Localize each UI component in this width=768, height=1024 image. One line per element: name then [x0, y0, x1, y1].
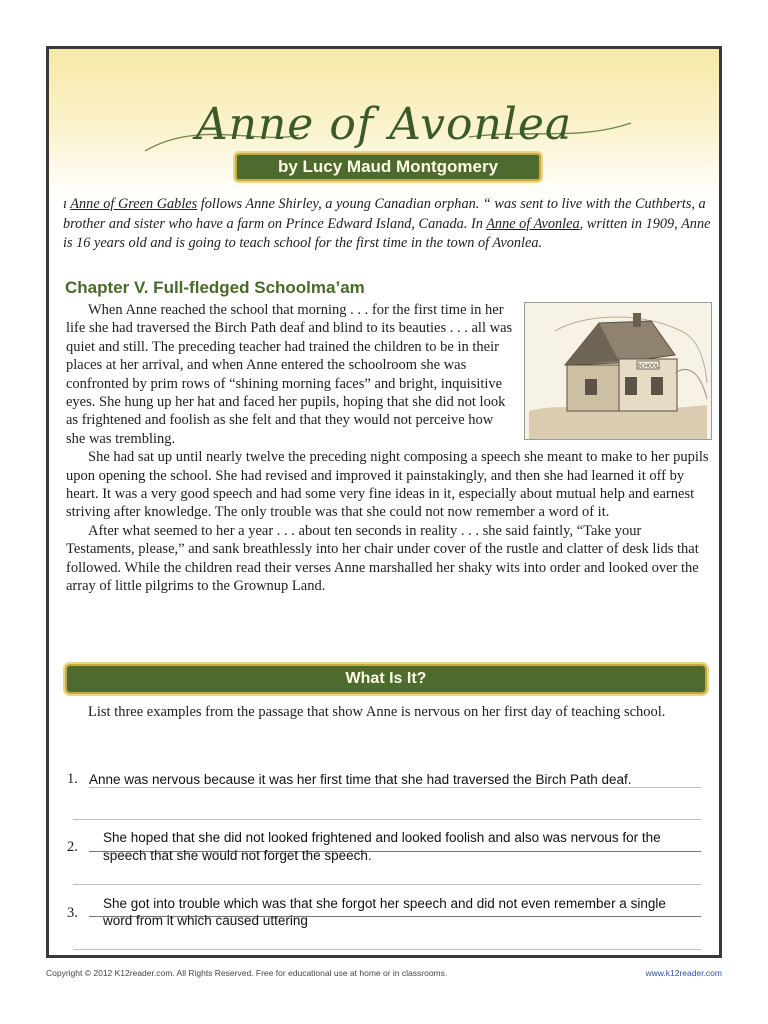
- answer-text[interactable]: Anne was nervous because it was her first time that she had traversed the Birch Path deaf.: [89, 772, 632, 787]
- passage-paragraph-1: When Anne reached the school that morning . . . for the first time in her life she had traversed the Birch Path deaf and blind to its beauties . . . all was quiet and still. The preceding teacher had trained the children to be in their places at her arrival, and when Anne entered the schoolroom she was confronted by prim rows of “shining morning faces” and bright, inquisitive eyes. She hung up her hat and faced her pupils, hoping that she did not look as frightened and foolish as she felt and that they would not perceive how she was trembling.: [66, 302, 513, 447]
- intro-text-1: ı: [63, 196, 71, 212]
- answer-line: [73, 819, 701, 820]
- book-title-1: Anne of Green Gables: [70, 196, 198, 212]
- copyright-footer: Copyright © 2012 K12reader.com. All Rights Reserved. Free for educational use at home or in classrooms.: [46, 968, 448, 978]
- passage: [66, 301, 712, 596]
- worksheet-title: Anne of Avonlea: [195, 99, 573, 150]
- intro-text-2: follows Anne Shirley, a young Canadian orphan. “ was sent to live with the Cuthberts, a brother and sister who have a farm on Prince Edward Island, Canada. In: [63, 196, 706, 232]
- answer-1: [65, 765, 701, 825]
- worksheet-page: [46, 46, 722, 958]
- intro-paragraph: [63, 195, 713, 254]
- passage-paragraph-2: She had sat up until nearly twelve the preceding night composing a speech she meant to make to her pupils upon opening the school. She had revised and improved it painstakingly, and then she had learned it off by heart. It was a very good speech and had some very fine ideas in it, especially about mutual help and earnest striving after knowledge. The only trouble was that she could not now remember a word of it.: [66, 449, 709, 521]
- answer-text-line-1[interactable]: She got into trouble which was that she forgot her speech and did not even remember a single: [103, 896, 666, 911]
- school-sign: SCHOOL: [637, 363, 659, 370]
- author-byline: by Lucy Maud Montgomery: [235, 153, 541, 181]
- answer-number: 1.: [67, 771, 78, 787]
- answer-line: [73, 884, 701, 885]
- schoolhouse-icon: [525, 303, 711, 439]
- schoolhouse-illustration: [524, 302, 712, 440]
- answer-3: [65, 893, 701, 958]
- chapter-title: Chapter V. Full-fledged Schoolma’am: [65, 278, 365, 297]
- site-link[interactable]: www.k12reader.com: [645, 968, 722, 978]
- answer-number: 2.: [67, 839, 78, 855]
- answer-2: [65, 829, 701, 893]
- answer-line: [73, 949, 701, 950]
- answer-line: [89, 787, 701, 788]
- answer-number: 3.: [67, 905, 78, 921]
- answer-text-line-1[interactable]: She hoped that she did not looked frightened and looked foolish and also was nervous for the: [103, 830, 661, 845]
- answer-text-line-2[interactable]: word from it which caused uttering: [103, 913, 308, 928]
- intro-text-3: , written in 1909, Anne is 16 years old and is going to teach school for the first time in the town of Avonlea.: [63, 215, 711, 251]
- section-heading: What Is It?: [65, 664, 707, 694]
- book-title-2: Anne of Avonlea: [486, 215, 580, 232]
- answer-text-line-2[interactable]: speech that she would not forget the speech.: [103, 848, 372, 863]
- passage-paragraph-3: After what seemed to her a year . . . about ten seconds in reality . . . she said faintly, “Take your Testaments, please,” and sank breathlessly into her chair under cover of the rustle and clatter of desk lids that followed. While the children read their verses Anne marshalled her shaky wits into order and looked over the array of little pilgrims to the Grownup Land.: [66, 522, 699, 595]
- question-prompt: List three examples from the passage that show Anne is nervous on her first day of teaching school.: [88, 704, 666, 720]
